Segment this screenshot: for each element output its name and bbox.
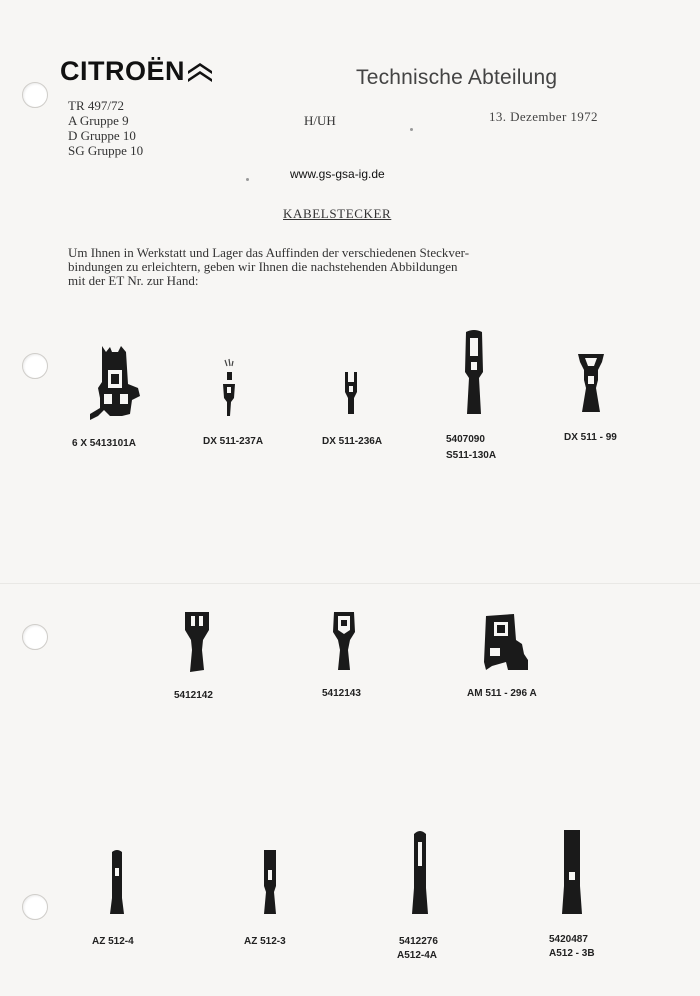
meta-line: A Gruppe 9 [68,113,129,128]
intro-line: Um Ihnen in Werkstatt und Lager das Auffinden der verschiedenen Steckver- [68,245,470,260]
part-number: 5420487 [549,934,588,945]
flag-connector-icon [576,350,606,416]
connector-part [460,328,488,418]
bullet-connector-icon [108,848,126,918]
spade-connector-icon [342,370,360,418]
meta-line: SG Gruppe 10 [68,143,144,158]
part-number-alt: A512 - 3B [549,948,595,959]
connector-part [88,344,144,424]
part-number: AZ 512-3 [244,936,286,947]
meta-line: TR 497/72 [68,98,124,113]
meta-line: D Gruppe 10 [68,128,136,143]
reference-code: H/UH [304,113,336,128]
connector-part [410,828,430,918]
bullet-connector-icon [260,846,280,918]
part-number: 5407090 [446,434,485,445]
connector-part [342,370,360,418]
part-number: AM 511 - 296 A [467,688,537,699]
intro-paragraph [68,246,640,288]
part-number: 5412142 [174,690,213,701]
spade-connector-icon [218,358,240,422]
speck [410,128,413,131]
citroen-logo [60,56,213,87]
connector-part [218,358,240,422]
part-number: DX 511-237A [203,436,264,447]
part-number: DX 511-236A [322,436,383,447]
part-number: 5412276 [399,936,438,947]
part-number-alt: A512-4A [397,950,438,961]
punch-hole [22,894,48,920]
connector-part [482,612,530,674]
page-fold-line [0,583,700,584]
punch-hole [22,353,48,379]
sleeve-connector-icon [410,828,430,918]
website-link[interactable]: www.gs-gsa-ig.de [290,167,385,181]
punch-hole [22,82,48,108]
connector-part [260,846,280,918]
speck [246,178,249,181]
intro-line: mit der ET Nr. zur Hand: [68,273,199,288]
punch-hole [22,624,48,650]
sleeve-connector-icon [460,328,488,418]
document-meta [68,98,143,158]
female-spade-connector-icon [182,610,212,676]
connector-part [108,848,126,918]
female-spade-connector-icon [330,608,358,674]
part-number: 5412143 [322,688,361,699]
block-connector-icon [482,612,530,674]
part-number: AZ 512-4 [92,936,134,947]
part-number-alt: S511-130A [446,450,497,461]
double-chevron-icon [187,61,213,83]
intro-line: bindungen zu erleichtern, geben wir Ihnen die nachstehenden Abbildungen [68,259,458,274]
connector-part [182,610,212,676]
part-number: DX 511 - 99 [564,432,617,443]
multi-pin-connector-icon [88,344,144,424]
part-number: 6 X 5413101A [72,438,136,449]
connector-part [560,826,584,918]
department-heading: Technische Abteilung [356,66,558,89]
sleeve-connector-icon [560,826,584,918]
brand-name: CITROËN [60,56,185,86]
document-date: 13. Dezember 1972 [489,109,598,124]
document-title: KABELSTECKER [283,206,392,221]
connector-part [576,350,606,416]
connector-part [330,608,358,674]
